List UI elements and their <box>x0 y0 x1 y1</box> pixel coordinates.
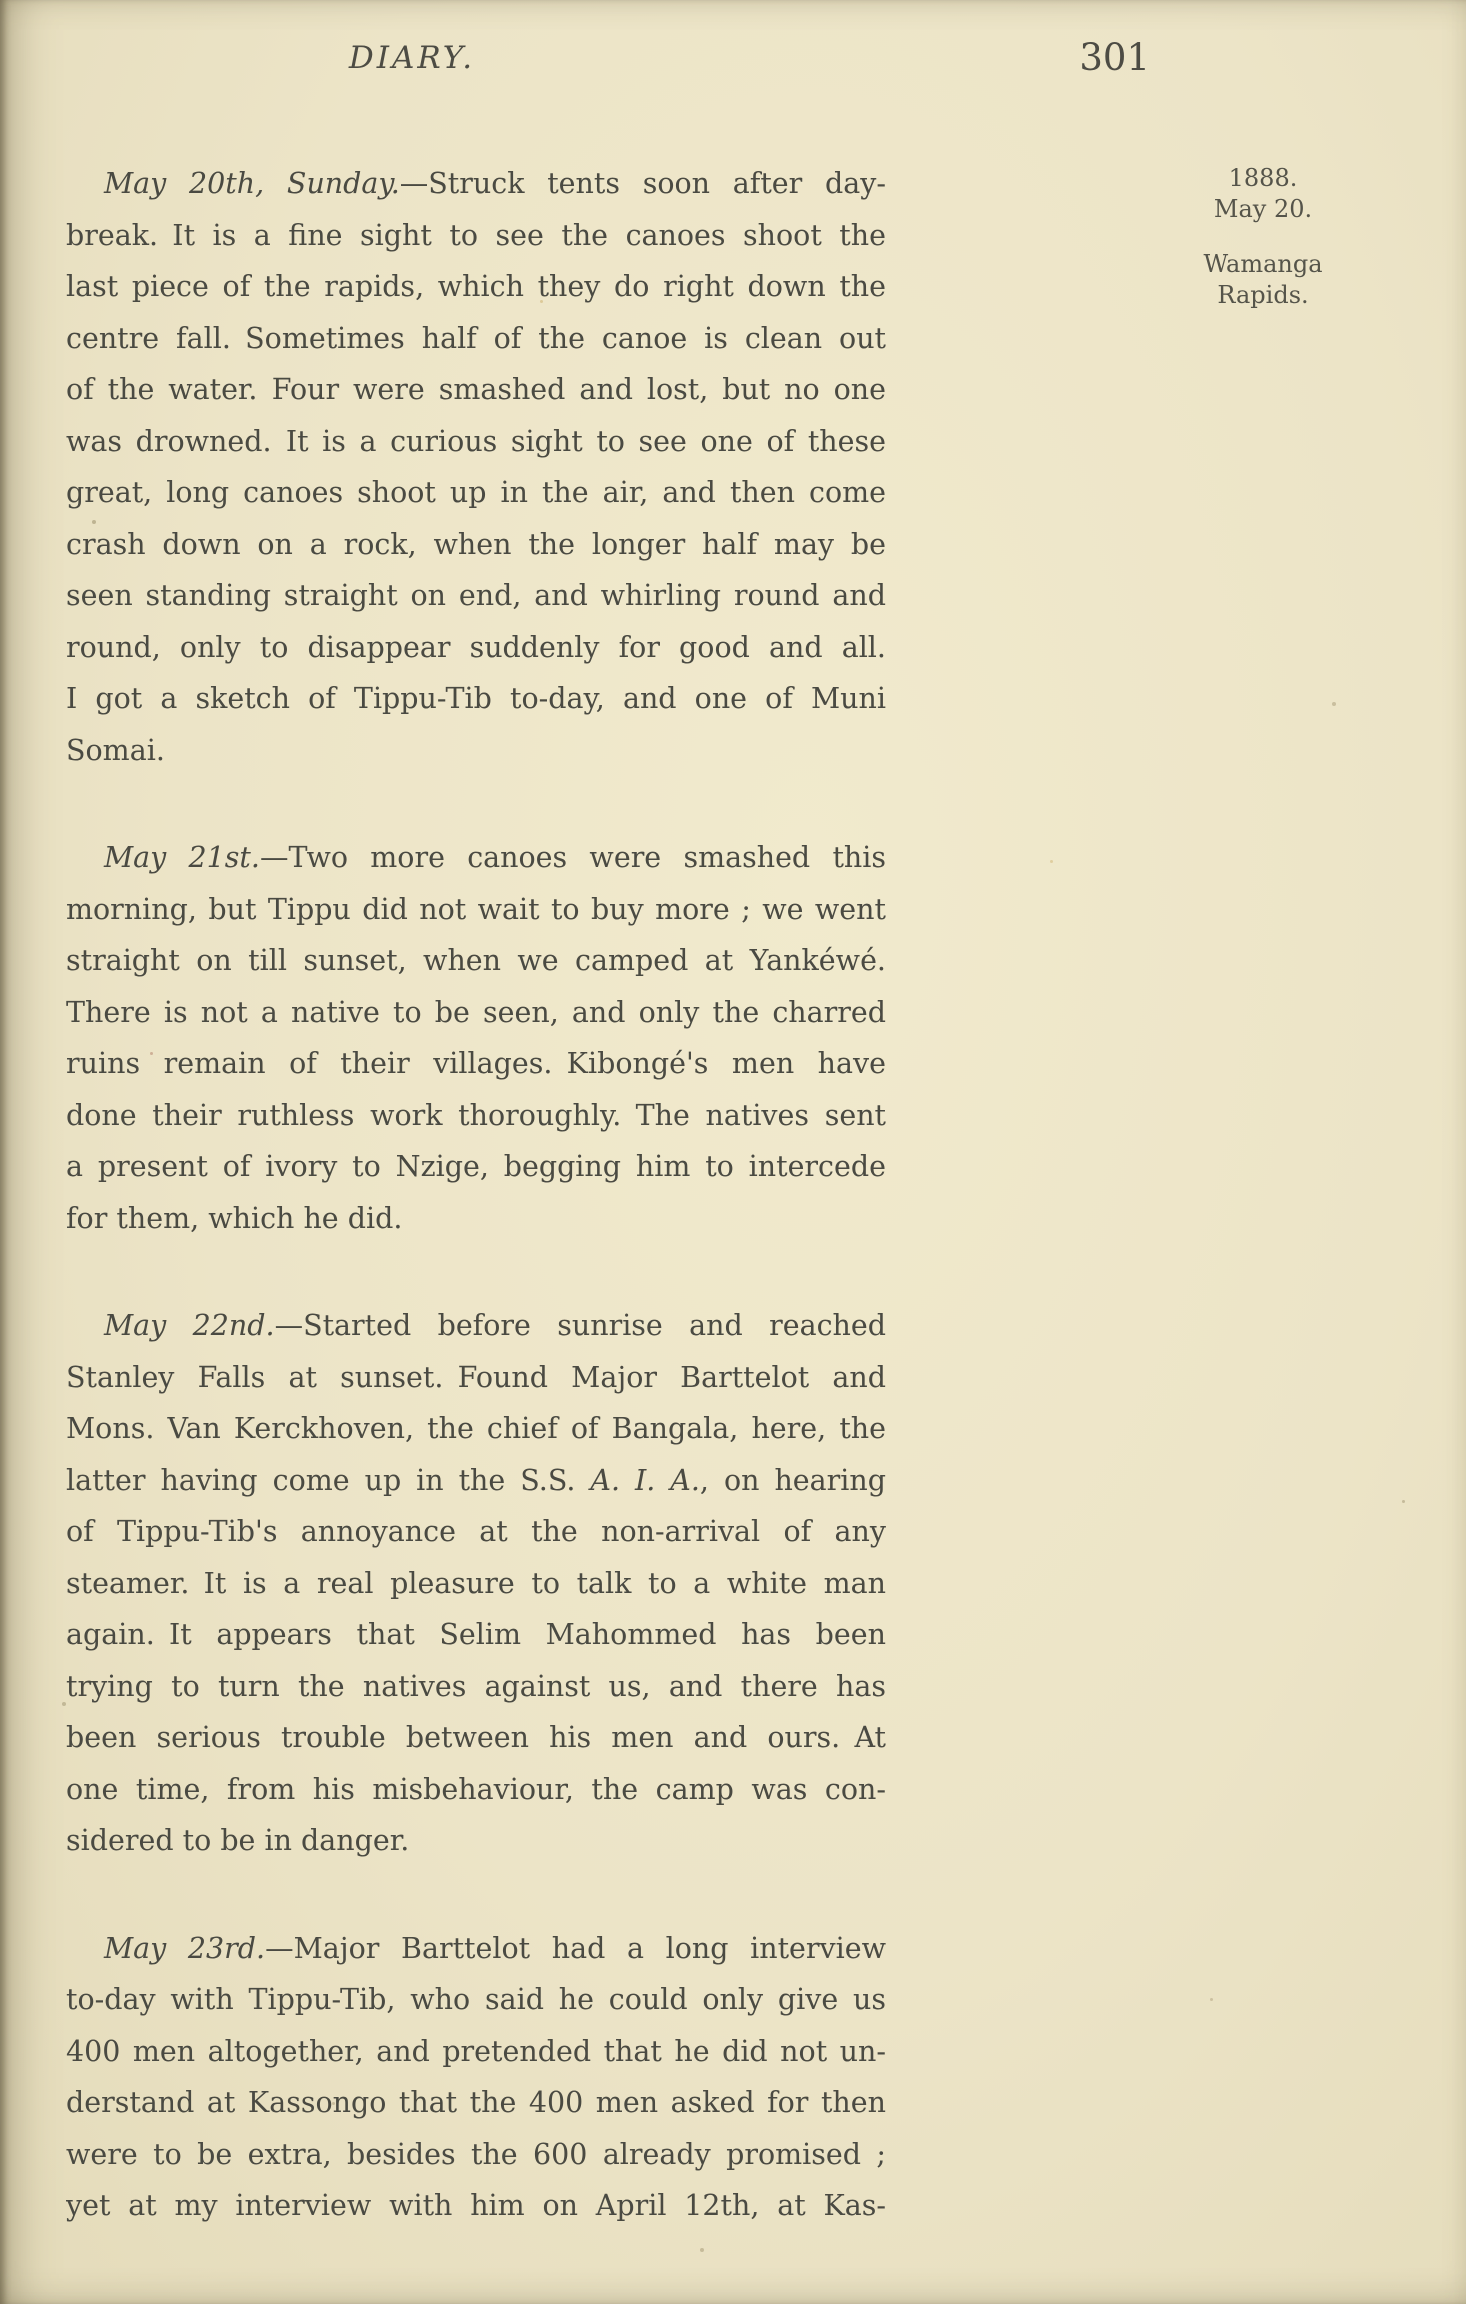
text-line <box>66 1558 886 1610</box>
body-text: 400 men altogether, and pretended that he did not un- <box>66 2034 886 2068</box>
paper-speck <box>62 1702 66 1706</box>
date-lead-italic: May 20th, Sunday. <box>104 167 400 200</box>
margin-note-line: Rapids. <box>1217 281 1309 309</box>
text-line <box>66 1609 886 1661</box>
body-text: done their ruthless work thoroughly. The natives sent <box>66 1098 886 1132</box>
body-text: There is not a native to be seen, and only the charred <box>66 995 886 1029</box>
paper-speck <box>1402 1500 1405 1503</box>
text-line <box>66 1764 886 1816</box>
text-line <box>66 416 886 468</box>
body-text: —Struck tents soon after day- <box>399 167 886 200</box>
body-text: of Tippu-Tib's annoyance at the non-arrival of any <box>66 1515 886 1548</box>
text-line <box>66 1923 886 1975</box>
body-text: straight on till sunset, when we camped at Yankéwé. <box>66 944 886 977</box>
text-line <box>66 1193 886 1245</box>
margin-note-place <box>1168 249 1358 311</box>
text-line <box>66 1038 886 1090</box>
body-text: I got a sketch of Tippu-Tib to-day, and one of Muni <box>66 682 886 715</box>
body-text: break. It is a fine sight to see the canoes shoot the <box>66 218 886 252</box>
paper-speck <box>1210 1998 1213 2001</box>
margin-note-line: Wamanga <box>1203 250 1323 278</box>
text-line <box>66 1712 886 1764</box>
text-line <box>66 832 886 884</box>
paper-speck <box>700 2248 704 2252</box>
body-text: latter having come up in the S.S. <box>66 1463 591 1497</box>
text-line <box>66 673 886 725</box>
margin-notes-column <box>1168 163 1358 311</box>
date-lead-italic: May 21st. <box>104 841 260 874</box>
body-text: —Started before sunrise and reached <box>274 1309 886 1342</box>
margin-note-line: 1888. <box>1228 164 1298 192</box>
paper-speck <box>540 300 543 303</box>
text-line <box>66 467 886 519</box>
text-line <box>66 1352 886 1404</box>
margin-note-line: May 20. <box>1213 195 1313 223</box>
text-line <box>66 1974 886 2026</box>
text-line <box>66 1661 886 1713</box>
body-text: yet at my interview with him on April 12th, at Kas- <box>66 2189 886 2222</box>
body-text: crash down on a rock, when the longer half may be <box>66 527 886 561</box>
text-line <box>66 884 886 936</box>
body-text: Stanley Falls at sunset. Found Major Barttelot and <box>66 1360 886 1394</box>
text-line <box>66 519 886 571</box>
text-line <box>66 622 886 674</box>
text-line <box>66 1141 886 1193</box>
body-text: was drowned. It is a curious sight to see one of these <box>66 424 886 458</box>
body-text: steamer. It is a real pleasure to talk to a white man <box>66 1566 886 1600</box>
body-text: morning, but Tippu did not wait to buy more ; we went <box>66 892 886 926</box>
diary-entry-may-23rd <box>66 1923 886 2232</box>
text-line <box>66 725 886 777</box>
text-line <box>66 2026 886 2078</box>
diary-text-block <box>66 158 886 2232</box>
text-line <box>66 935 886 987</box>
body-text: for them, which he did. <box>66 1201 403 1235</box>
body-text: Somai. <box>66 733 165 767</box>
diary-entry-may-22nd <box>66 1300 886 1867</box>
paper-speck <box>332 2102 335 2105</box>
body-text: to-day with Tippu-Tib, who said he could only give us <box>66 1983 886 2016</box>
body-text: —Major Barttelot had a long interview <box>265 1931 886 1965</box>
date-lead-italic: May 23rd. <box>104 1931 266 1965</box>
body-text: one time, from his misbehaviour, the camp was con- <box>66 1772 886 1806</box>
text-line <box>66 1815 886 1867</box>
running-head-title: DIARY. <box>348 40 476 76</box>
text-line <box>66 261 886 313</box>
text-line <box>66 570 886 622</box>
text-line <box>66 1090 886 1142</box>
text-line <box>66 1403 886 1455</box>
body-text: Mons. Van Kerckhoven, the chief of Bangala, here, the <box>66 1412 886 1445</box>
text-line <box>66 1506 886 1558</box>
date-lead-italic: May 22nd. <box>104 1309 275 1342</box>
paper-speck <box>92 520 96 524</box>
text-line <box>66 1455 886 1507</box>
text-line <box>66 210 886 262</box>
body-text: were to be extra, besides the 600 already promised ; <box>66 2137 886 2171</box>
body-text: great, long canoes shoot up in the air, and then come <box>66 476 886 509</box>
body-text: ruins remain of their villages. Kibongé's men have <box>66 1047 886 1080</box>
text-line <box>66 2077 886 2129</box>
body-text: a present of ivory to Nzige, begging him to intercede <box>66 1150 886 1183</box>
body-text: of the water. Four were smashed and lost, but no one <box>66 373 886 406</box>
text-line <box>66 987 886 1039</box>
text-line <box>66 364 886 416</box>
diary-entry-may-20th <box>66 158 886 776</box>
diary-entry-may-21st <box>66 832 886 1244</box>
body-text: sidered to be in danger. <box>66 1824 410 1857</box>
text-line <box>66 2129 886 2181</box>
text-line <box>66 1300 886 1352</box>
body-text: last piece of the rapids, which they do right down the <box>66 270 886 303</box>
body-text: round, only to disappear suddenly for good and all. <box>66 630 886 664</box>
paper-speck <box>1332 702 1336 706</box>
body-text: derstand at Kassongo that the 400 men asked for then <box>66 2086 886 2119</box>
body-text: —Two more canoes were smashed this <box>259 841 886 874</box>
body-text: been serious trouble between his men and ours. At <box>66 1721 886 1754</box>
body-text: trying to turn the natives against us, and there has <box>66 1669 886 1703</box>
body-text: again. It appears that Selim Mahommed has been <box>66 1618 886 1651</box>
paper-speck <box>150 1052 153 1055</box>
body-text: , on hearing <box>699 1463 886 1497</box>
text-line <box>66 2180 886 2232</box>
text-line <box>66 313 886 365</box>
date-lead-italic: A. I. A. <box>590 1463 700 1497</box>
margin-note-date <box>1168 163 1358 225</box>
paper-speck <box>1050 860 1053 863</box>
body-text: seen standing straight on end, and whirling round and <box>66 579 886 612</box>
body-text: centre fall. Sometimes half of the canoe is clean out <box>66 321 886 355</box>
text-line <box>66 158 886 210</box>
page-number: 301 <box>1079 36 1150 79</box>
